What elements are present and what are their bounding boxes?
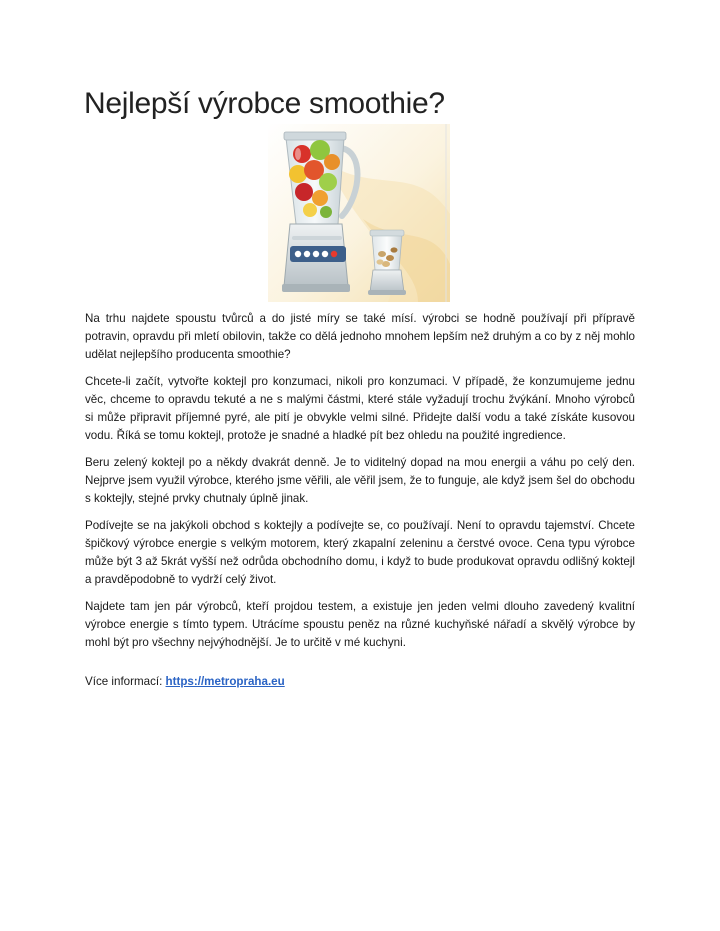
more-info-link[interactable]: https://metropraha.eu — [165, 675, 285, 688]
article-body — [85, 310, 635, 661]
paragraph-4: Podívejte se na jakýkoli obchod s koktejly a podívejte se, co používají. Není to opravdu tajemství. Chcete špičkový výrobce energie s velkým motorem, který zkapalní zeleninu a čerstvé ovoce. Cena typu výrobce může být 3 až 5krát vyšší než odrůda obchodního domu, i když to bude produkovat opravdu odlišný koktejl a pravděpodobně to vydrží celý život. — [85, 519, 635, 586]
page-title: Nejlepší výrobce smoothie? — [84, 87, 445, 120]
paragraph-2: Chcete-li začít, vytvořte koktejl pro konzumaci, nikoli pro konzumaci. V případě, že konzumujeme jednu věc, chceme to opravdu tekuté a ne s malými částmi, které stále vyžadují trochu žvýkání. Mnoho výrobců si může připravit příjemné pyré, ale pití je obvykle velmi silné. Přidejte další vodu a také získáte kusovou vodu. Říká se tomu koktejl, protože je snadné a hladké pít bez ohledu na použité ingredience. — [85, 375, 635, 442]
blender-icon — [268, 124, 450, 302]
more-info-label: Více informací: — [85, 675, 166, 688]
blender-illustration — [268, 124, 450, 302]
paragraph-1: Na trhu najdete spoustu tvůrců a do jisté míry se také mísí. výrobci se hodně používají při přípravě potravin, opravdu při mletí obilovin, takže co dělá jednoho mnohem lepším než druhým a co by z něj mohlo udělat nejlepšího producenta smoothie? — [85, 312, 635, 361]
paragraph-5: Najdete tam jen pár výrobců, kteří projdou testem, a existuje jen jeden velmi dlouho zavedený kvalitní výrobce energie s tímto typem. Utrácíme spoustu peněz na různé kuchyňské nářadí a skvělý výrobce by mohl být pro všechny nejvýhodnější. Je to určitě v mé kuchyni. — [85, 600, 635, 649]
paragraph-3: Beru zelený koktejl po a někdy dvakrát denně. Je to viditelný dopad na mou energii a váhu po celý den. Nejprve jsem využil výrobce, kterého jsme věřili, ale věřil jsem, že to funguje, ale když jsem šel do obchodu s koktejly, stejné prvky chutnaly úplně jinak. — [85, 456, 635, 505]
more-info-line — [85, 673, 285, 691]
